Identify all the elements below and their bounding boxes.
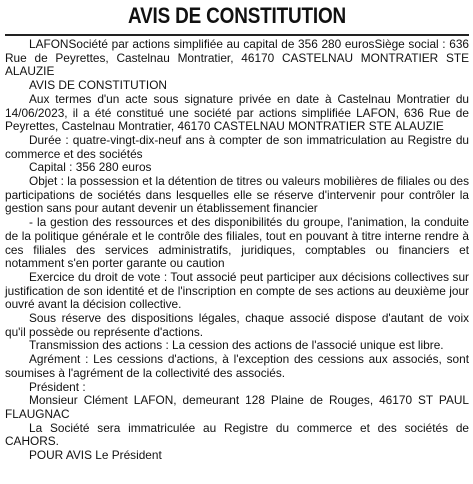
constitution-paragraph: Aux termes d'un acte sous signature privée en date à Castelnau Montratier du 14/06/2023, il a été constitué une société par actions simplifiée LAFON, 636 Rue de Peyrettes, Castelnau Montratier, 46170 CASTELNAU MONTRATIER STE ALAUZIE	[5, 91, 469, 134]
notice-title: AVIS DE CONSTITUTION	[127, 3, 347, 28]
object-continuation-paragraph: - la gestion des ressources et des disponibilités du groupe, l'animation, la conduite de la politique générale et le contrôle des filiales, tout en pouvant à titre interne rendre à ces filiales des services administratifs, juridiques, comptables ou financiers et notamment s'en porter garante ou caution	[5, 215, 469, 271]
company-header: LAFONSociété par actions simplifiée au capital de 356 280 eurosSiège social : 636 Rue de Peyrettes, Castelnau Montratier, 46170 CASTELNAU MONTRATIER STE ALAUZIE	[5, 37, 469, 79]
duration-paragraph: Durée : quatre-vingt-dix-neuf ans à compter de son immatriculation au Registre du commerce et des sociétés	[5, 132, 469, 161]
president-details: Monsieur Clément LAFON, demeurant 128 Plaine de Rouges, 46170 ST PAUL FLAUGNAC	[5, 393, 469, 421]
president-label: Président :	[29, 379, 86, 394]
voting-rights-paragraph: Exercice du droit de vote : Tout associé peut participer aux décisions collectives sur justification de son identité et de l'inscription en compte de ses actions au deuxième jour ouvré avant la décision collective.	[5, 269, 469, 312]
notice-subheading: AVIS DE CONSTITUTION	[29, 78, 167, 93]
share-transfer-paragraph: Transmission des actions : La cession des actions de l'associé unique est libre.	[29, 338, 444, 353]
registration-paragraph: La Société sera immatriculée au Registre du commerce et des sociétés de CAHORS.	[5, 420, 469, 449]
capital-paragraph: Capital : 356 280 euros	[29, 160, 152, 175]
signature-line: POUR AVIS Le Président	[29, 448, 162, 463]
object-paragraph: Objet : la possession et la détention de titres ou valeurs mobilières de filiales ou des participations de sociétés dans lesquelles elle se réserve d'intervenir pour contrôler la gestion sans pour autant devenir un établissement financier	[5, 174, 469, 216]
approval-paragraph: Agrément : Les cessions d'actions, à l'exception des cessions aux associés, sont soumises à l'agrément de la collectivité des associés.	[5, 352, 469, 380]
title-divider	[5, 34, 469, 36]
voting-reserve-paragraph: Sous réserve des dispositions légales, chaque associé dispose d'autant de voix qu'il possède ou représente d'actions.	[5, 311, 469, 339]
